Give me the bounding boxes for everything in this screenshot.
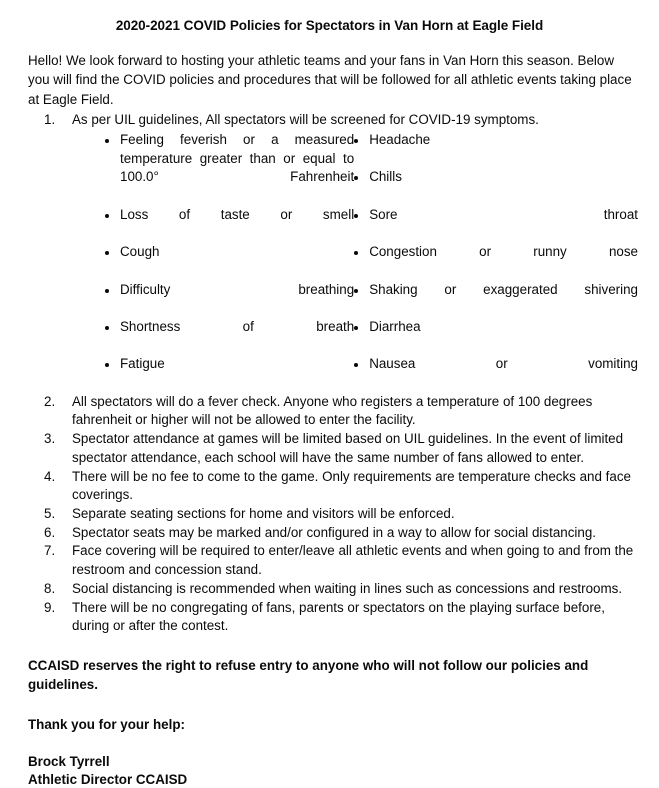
policy-text: There will be no fee to come to the game. Only requirements are temperature checks and face coverings. xyxy=(72,468,631,503)
policy-text: As per UIL guidelines, All spectators will be screened for COVID-19 symptoms. xyxy=(72,112,539,128)
list-item xyxy=(354,168,638,205)
symptom-label: Chills xyxy=(369,169,402,185)
bullet-icon xyxy=(354,289,358,293)
symptom-column-left xyxy=(0,131,354,393)
bullet-icon xyxy=(105,363,109,367)
policy-text: Spectator attendance at games will be limited based on UIL guidelines. In the event of limited spectator attendance, each school will have the same number of fans allowed to enter. xyxy=(72,431,624,465)
policy-number: 1. xyxy=(44,112,56,128)
policy-number: 4. xyxy=(44,468,56,484)
list-item xyxy=(354,281,638,318)
policy-number: 8. xyxy=(44,580,56,596)
symptom-label: Headache xyxy=(369,131,431,147)
signature-title: Athletic Director CCAISD xyxy=(28,771,188,787)
policy-number: 3. xyxy=(44,431,56,447)
bullet-icon xyxy=(354,363,358,367)
bullet-icon xyxy=(105,139,109,143)
symptom-label: Feeling feverish or a measured temperature greater than or equal to 100.0° Fahrenheit xyxy=(120,131,355,185)
bullet-icon xyxy=(105,251,109,255)
list-item xyxy=(105,206,354,243)
policy-text: Social distancing is recommended when waiting in lines such as concessions and restrooms. xyxy=(72,580,623,596)
symptom-label: Congestion or runny nose xyxy=(369,244,638,260)
policy-text: Separate seating sections for home and visitors will be enforced. xyxy=(72,505,455,521)
bullet-icon xyxy=(354,139,358,143)
symptom-label: Fatigue xyxy=(120,356,165,372)
policy-item-6 xyxy=(0,524,659,543)
policy-number: 7. xyxy=(44,543,56,559)
list-item xyxy=(354,318,638,355)
symptom-label: Sore throat xyxy=(369,206,638,222)
bullet-icon xyxy=(105,326,109,330)
list-item xyxy=(354,131,638,168)
policy-number: 2. xyxy=(44,393,56,409)
symptom-label: Cough xyxy=(120,244,160,260)
policy-item-9 xyxy=(0,599,659,636)
intro-paragraph: Hello! We look forward to hosting your athletic teams and your fans in Van Horn this season. Below you will find the COVID policies and procedures that will be followed for all athletic events taking place at Eagle Field. xyxy=(28,53,632,107)
policy-item-5 xyxy=(0,505,659,524)
list-item xyxy=(354,243,638,280)
policy-item-3 xyxy=(0,430,659,467)
page-title: 2020-2021 COVID Policies for Spectators in Van Horn at Eagle Field xyxy=(115,18,544,33)
policy-item-8 xyxy=(0,580,659,599)
bullet-icon xyxy=(354,326,358,330)
symptom-label: Diarrhea xyxy=(369,318,421,334)
list-item xyxy=(105,131,354,206)
list-item xyxy=(354,206,638,243)
list-item xyxy=(105,318,354,355)
policy-item-7 xyxy=(0,542,659,579)
symptom-list-left xyxy=(105,131,354,393)
bullet-icon xyxy=(354,251,358,255)
policy-number: 6. xyxy=(44,524,56,540)
list-item xyxy=(105,243,354,280)
policy-text: Face covering will be required to enter/leave all athletic events and when going to and from the restroom and concession stand. xyxy=(72,543,634,578)
thank-you-line: Thank you for your help: xyxy=(28,716,185,732)
bullet-icon xyxy=(105,289,109,293)
list-item xyxy=(354,355,638,392)
symptom-label: Loss of taste or smell xyxy=(120,206,355,222)
policy-item-2 xyxy=(0,393,659,430)
policy-number: 5. xyxy=(44,505,56,521)
symptom-column-right xyxy=(354,131,638,393)
symptom-label: Shortness of breath xyxy=(120,318,355,334)
bullet-icon xyxy=(354,176,358,180)
policy-text: Spectator seats may be marked and/or configured in a way to allow for social distancing. xyxy=(72,524,596,540)
signature-name: Brock Tyrrell xyxy=(28,754,110,770)
signature-block xyxy=(0,734,659,788)
closing-statement: CCAISD reserves the right to refuse entry to anyone who will not follow our policies and guidelines. xyxy=(28,657,589,693)
bullet-icon xyxy=(105,214,109,218)
symptom-label: Shaking or exaggerated shivering xyxy=(369,281,638,297)
policy-number: 9. xyxy=(44,599,56,615)
bullet-icon xyxy=(354,214,358,218)
policy-item-4 xyxy=(0,468,659,505)
list-item xyxy=(105,281,354,318)
policy-text: There will be no congregating of fans, parents or spectators on the playing surface before, during or after the contest. xyxy=(72,599,605,634)
policy-list xyxy=(0,109,659,636)
symptom-columns xyxy=(0,130,638,393)
symptom-label: Difficulty breathing xyxy=(120,281,355,297)
symptom-list-right xyxy=(354,131,638,393)
symptom-label: Nausea or vomiting xyxy=(369,356,638,372)
list-item xyxy=(105,355,354,392)
policy-text: All spectators will do a fever check. Anyone who registers a temperature of 100 degrees fahrenheit or higher will not be allowed to enter the facility. xyxy=(72,393,593,428)
policy-item-1 xyxy=(0,111,659,393)
